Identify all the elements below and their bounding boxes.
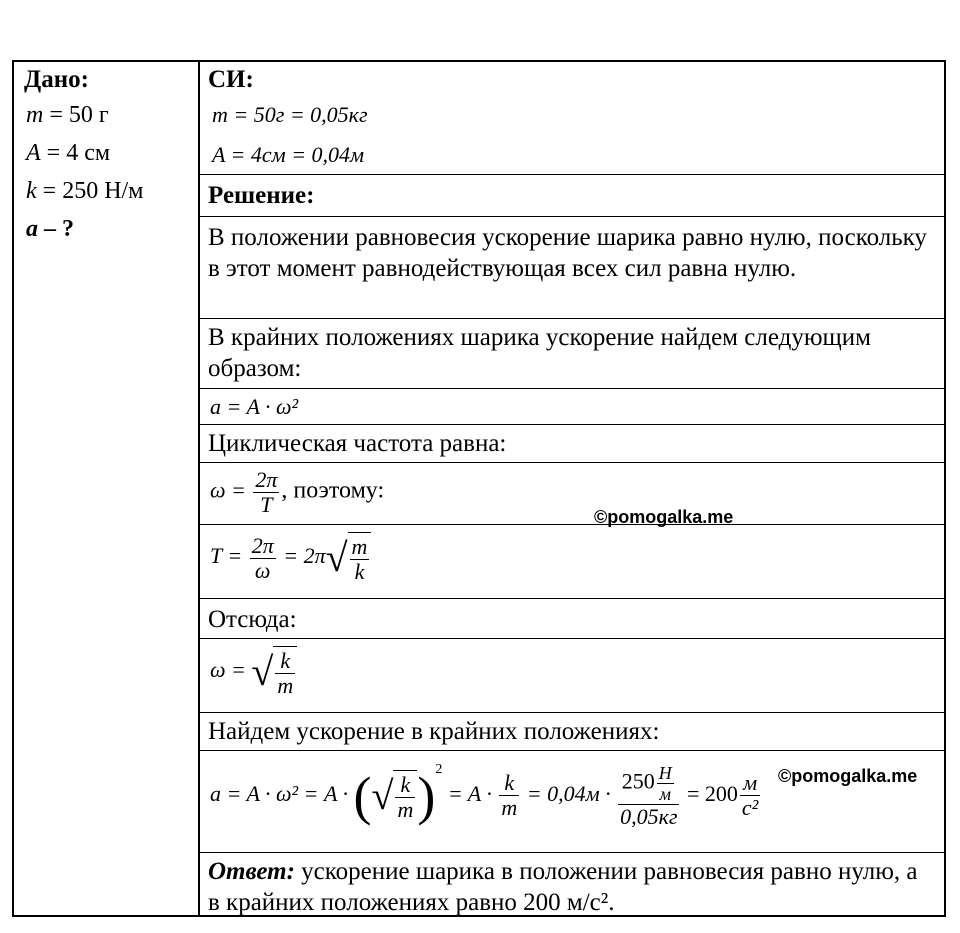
separator-7	[200, 638, 944, 639]
paragraph-frequency: Циклическая частота равна:	[208, 430, 507, 457]
given-header: Дано:	[24, 66, 89, 93]
fraction: $\frac{Н}{м}$	[658, 762, 672, 804]
separator-10	[200, 852, 944, 853]
fraction: $\frac{k}{m}$	[277, 648, 294, 698]
given-mass: m = 50 г	[26, 102, 109, 128]
fraction: $\frac{2\pi}{T}$	[255, 467, 278, 517]
si-amplitude: A = 4см = 0,04м	[212, 142, 365, 167]
separator-1	[200, 318, 944, 319]
paragraph-hence: Отсюда:	[208, 606, 297, 633]
fraction: $\frac{k}{m}$	[501, 770, 518, 821]
fraction: $\frac{м}{\text{с²}}$	[741, 770, 759, 821]
given-amplitude: A = 4 см	[26, 140, 111, 166]
separator-6	[200, 598, 944, 599]
si-separator	[200, 174, 944, 175]
square-root: √ $\frac{m}{k}$	[326, 532, 372, 584]
formula-omega-root: ω = √ $\frac{k}{m}$	[210, 646, 297, 698]
solution-table	[12, 60, 946, 917]
column-divider	[198, 62, 200, 915]
separator-2	[200, 388, 944, 389]
fraction: 250 $\frac{Н}{м}$ 0,05кг	[620, 762, 678, 829]
formula-final: a = A · ω² = A · (√ $\frac{k}{m}$ )$^2$ = A · $\frac{k}{m}$ = 0,04м · 250 $\frac{Н}{м}$ 0,05кг = 200 $\frac{м}{\text{с²}}$	[210, 762, 759, 829]
square-root: √ $\frac{k}{m}$	[372, 770, 418, 822]
answer: Ответ: ускорение шарика в положении равновесия равно нулю, а в крайних положениях равно 200 м/с².	[208, 858, 918, 916]
square-root: √ $\frac{k}{m}$	[251, 646, 297, 698]
formula-acceleration: a = A · ω²	[210, 394, 299, 419]
given-stiffness: k = 250 Н/м	[26, 178, 144, 204]
fraction: $\frac{m}{k}$	[351, 534, 368, 584]
separator-8	[200, 712, 944, 713]
separator-3	[200, 424, 944, 425]
solution-header: Решение:	[208, 182, 315, 209]
si-header: СИ:	[208, 66, 254, 93]
fraction: $\frac{2\pi}{\omega}$	[251, 532, 274, 583]
paragraph-equilibrium: В положении равновесия ускорение шарика равно нулю, поскольку в этот момент равнодействующая всех сил равна нулю.	[208, 224, 927, 282]
watermark: ©pomogalka.me	[594, 507, 734, 527]
solution-separator	[200, 216, 944, 217]
separator-4	[200, 462, 944, 463]
given-unknown: a – ?	[26, 216, 74, 242]
paragraph-extreme: В крайних положениях шарика ускорение найдем следующим образом:	[208, 324, 871, 382]
separator-5	[200, 524, 944, 525]
paragraph-find: Найдем ускорение в крайних положениях:	[208, 718, 660, 745]
separator-9	[200, 750, 944, 751]
watermark: ©pomogalka.me	[778, 766, 918, 786]
formula-period: T = $\frac{2\pi}{\omega}$ = 2π√ $\frac{m}{k}$	[210, 532, 371, 584]
fraction: $\frac{k}{m}$	[397, 771, 414, 822]
formula-omega: ω = $\frac{2\pi}{T}$ , поэтому:	[210, 467, 385, 517]
si-mass: m = 50г = 0,05кг	[212, 102, 368, 127]
